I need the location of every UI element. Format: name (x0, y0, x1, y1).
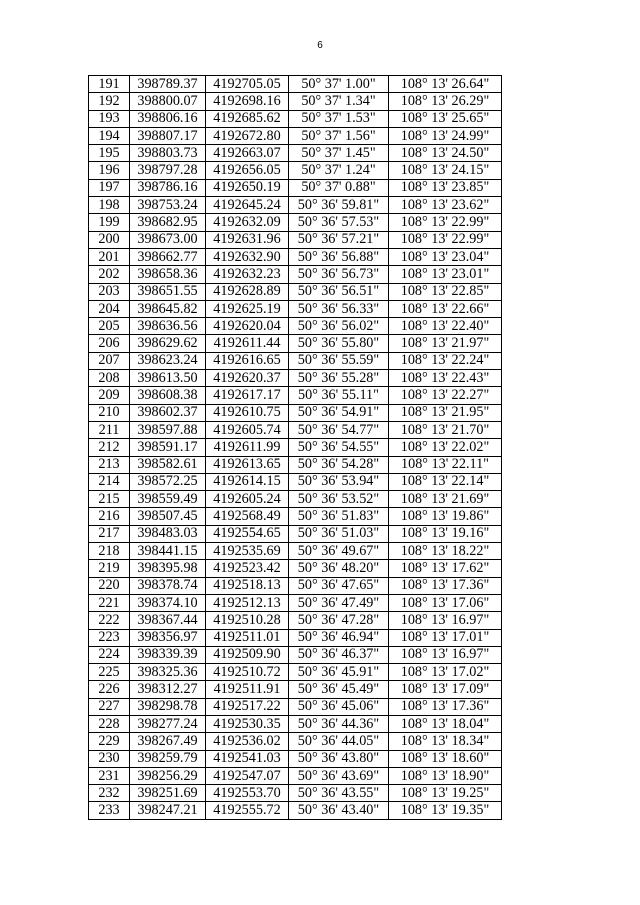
point-number-cell: 232 (89, 785, 130, 802)
point-number-cell: 214 (89, 473, 130, 490)
x-coordinate-cell: 398800.07 (130, 93, 206, 110)
longitude-cell: 108° 13' 22.02" (389, 439, 502, 456)
point-number-cell: 210 (89, 404, 130, 421)
latitude-cell: 50° 37' 1.24" (289, 162, 389, 179)
longitude-cell: 108° 13' 22.40" (389, 318, 502, 335)
latitude-cell: 50° 36' 57.53" (289, 214, 389, 231)
y-coordinate-cell: 4192620.04 (206, 318, 289, 335)
x-coordinate-cell: 398682.95 (130, 214, 206, 231)
longitude-cell: 108° 13' 19.86" (389, 508, 502, 525)
y-coordinate-cell: 4192705.05 (206, 76, 289, 93)
x-coordinate-cell: 398298.78 (130, 698, 206, 715)
table-row (89, 283, 502, 300)
latitude-cell: 50° 36' 55.59" (289, 352, 389, 369)
longitude-cell: 108° 13' 21.70" (389, 421, 502, 438)
longitude-cell: 108° 13' 17.62" (389, 560, 502, 577)
longitude-cell: 108° 13' 23.85" (389, 179, 502, 196)
x-coordinate-cell: 398602.37 (130, 404, 206, 421)
point-number-cell: 200 (89, 231, 130, 248)
latitude-cell: 50° 36' 43.40" (289, 802, 389, 819)
table-row (89, 404, 502, 421)
table-row (89, 266, 502, 283)
table-row (89, 750, 502, 767)
table-row (89, 335, 502, 352)
longitude-cell: 108° 13' 21.97" (389, 335, 502, 352)
latitude-cell: 50° 36' 54.77" (289, 421, 389, 438)
table-row (89, 421, 502, 438)
y-coordinate-cell: 4192685.62 (206, 110, 289, 127)
y-coordinate-cell: 4192672.80 (206, 127, 289, 144)
point-number-cell: 229 (89, 733, 130, 750)
x-coordinate-cell: 398662.77 (130, 248, 206, 265)
latitude-cell: 50° 36' 44.36" (289, 715, 389, 732)
y-coordinate-cell: 4192512.13 (206, 594, 289, 611)
y-coordinate-cell: 4192628.89 (206, 283, 289, 300)
x-coordinate-cell: 398378.74 (130, 577, 206, 594)
longitude-cell: 108° 13' 22.85" (389, 283, 502, 300)
x-coordinate-cell: 398797.28 (130, 162, 206, 179)
longitude-cell: 108° 13' 26.29" (389, 93, 502, 110)
x-coordinate-cell: 398559.49 (130, 491, 206, 508)
latitude-cell: 50° 36' 54.91" (289, 404, 389, 421)
x-coordinate-cell: 398645.82 (130, 300, 206, 317)
point-number-cell: 202 (89, 266, 130, 283)
table-row (89, 543, 502, 560)
point-number-cell: 207 (89, 352, 130, 369)
x-coordinate-cell: 398507.45 (130, 508, 206, 525)
x-coordinate-cell: 398803.73 (130, 145, 206, 162)
x-coordinate-cell: 398356.97 (130, 629, 206, 646)
y-coordinate-cell: 4192617.17 (206, 387, 289, 404)
latitude-cell: 50° 37' 1.45" (289, 145, 389, 162)
y-coordinate-cell: 4192632.90 (206, 248, 289, 265)
y-coordinate-cell: 4192530.35 (206, 715, 289, 732)
latitude-cell: 50° 36' 43.69" (289, 767, 389, 784)
longitude-cell: 108° 13' 23.04" (389, 248, 502, 265)
longitude-cell: 108° 13' 23.01" (389, 266, 502, 283)
y-coordinate-cell: 4192555.72 (206, 802, 289, 819)
x-coordinate-cell: 398572.25 (130, 473, 206, 490)
x-coordinate-cell: 398277.24 (130, 715, 206, 732)
longitude-cell: 108° 13' 17.02" (389, 664, 502, 681)
table-row (89, 560, 502, 577)
point-number-cell: 233 (89, 802, 130, 819)
y-coordinate-cell: 4192614.15 (206, 473, 289, 490)
table-row (89, 681, 502, 698)
point-number-cell: 211 (89, 421, 130, 438)
x-coordinate-cell: 398608.38 (130, 387, 206, 404)
point-number-cell: 220 (89, 577, 130, 594)
point-number-cell: 191 (89, 76, 130, 93)
longitude-cell: 108° 13' 21.69" (389, 491, 502, 508)
point-number-cell: 196 (89, 162, 130, 179)
table-row (89, 110, 502, 127)
x-coordinate-cell: 398623.24 (130, 352, 206, 369)
latitude-cell: 50° 36' 46.94" (289, 629, 389, 646)
table-row (89, 214, 502, 231)
latitude-cell: 50° 36' 44.05" (289, 733, 389, 750)
y-coordinate-cell: 4192517.22 (206, 698, 289, 715)
longitude-cell: 108° 13' 18.22" (389, 543, 502, 560)
x-coordinate-cell: 398651.55 (130, 283, 206, 300)
x-coordinate-cell: 398636.56 (130, 318, 206, 335)
latitude-cell: 50° 36' 47.28" (289, 612, 389, 629)
y-coordinate-cell: 4192536.02 (206, 733, 289, 750)
x-coordinate-cell: 398786.16 (130, 179, 206, 196)
x-coordinate-cell: 398247.21 (130, 802, 206, 819)
latitude-cell: 50° 36' 59.81" (289, 197, 389, 214)
x-coordinate-cell: 398582.61 (130, 456, 206, 473)
longitude-cell: 108° 13' 23.62" (389, 197, 502, 214)
latitude-cell: 50° 36' 55.11" (289, 387, 389, 404)
y-coordinate-cell: 4192523.42 (206, 560, 289, 577)
x-coordinate-cell: 398483.03 (130, 525, 206, 542)
longitude-cell: 108° 13' 22.99" (389, 231, 502, 248)
x-coordinate-cell: 398367.44 (130, 612, 206, 629)
y-coordinate-cell: 4192656.05 (206, 162, 289, 179)
longitude-cell: 108° 13' 22.27" (389, 387, 502, 404)
latitude-cell: 50° 36' 53.52" (289, 491, 389, 508)
latitude-cell: 50° 37' 1.56" (289, 127, 389, 144)
y-coordinate-cell: 4192605.24 (206, 491, 289, 508)
longitude-cell: 108° 13' 26.64" (389, 76, 502, 93)
point-number-cell: 219 (89, 560, 130, 577)
y-coordinate-cell: 4192568.49 (206, 508, 289, 525)
point-number-cell: 209 (89, 387, 130, 404)
x-coordinate-cell: 398789.37 (130, 76, 206, 93)
longitude-cell: 108° 13' 24.99" (389, 127, 502, 144)
x-coordinate-cell: 398395.98 (130, 560, 206, 577)
latitude-cell: 50° 36' 54.28" (289, 456, 389, 473)
y-coordinate-cell: 4192645.24 (206, 197, 289, 214)
latitude-cell: 50° 36' 46.37" (289, 646, 389, 663)
longitude-cell: 108° 13' 18.90" (389, 767, 502, 784)
table-row (89, 387, 502, 404)
longitude-cell: 108° 13' 22.66" (389, 300, 502, 317)
point-number-cell: 224 (89, 646, 130, 663)
y-coordinate-cell: 4192554.65 (206, 525, 289, 542)
longitude-cell: 108° 13' 16.97" (389, 612, 502, 629)
table-row (89, 733, 502, 750)
longitude-cell: 108° 13' 19.35" (389, 802, 502, 819)
y-coordinate-cell: 4192511.01 (206, 629, 289, 646)
point-number-cell: 197 (89, 179, 130, 196)
latitude-cell: 50° 36' 56.33" (289, 300, 389, 317)
longitude-cell: 108° 13' 16.97" (389, 646, 502, 663)
table-row (89, 318, 502, 335)
longitude-cell: 108° 13' 18.60" (389, 750, 502, 767)
point-number-cell: 230 (89, 750, 130, 767)
point-number-cell: 204 (89, 300, 130, 317)
table-row (89, 525, 502, 542)
table-row (89, 508, 502, 525)
table-row (89, 594, 502, 611)
table-row (89, 352, 502, 369)
y-coordinate-cell: 4192541.03 (206, 750, 289, 767)
point-number-cell: 213 (89, 456, 130, 473)
latitude-cell: 50° 37' 1.00" (289, 76, 389, 93)
table-row (89, 785, 502, 802)
y-coordinate-cell: 4192510.72 (206, 664, 289, 681)
x-coordinate-cell: 398753.24 (130, 197, 206, 214)
point-number-cell: 225 (89, 664, 130, 681)
table-row (89, 93, 502, 110)
point-number-cell: 216 (89, 508, 130, 525)
point-number-cell: 193 (89, 110, 130, 127)
x-coordinate-cell: 398658.36 (130, 266, 206, 283)
point-number-cell: 199 (89, 214, 130, 231)
latitude-cell: 50° 36' 57.21" (289, 231, 389, 248)
y-coordinate-cell: 4192698.16 (206, 93, 289, 110)
x-coordinate-cell: 398441.15 (130, 543, 206, 560)
y-coordinate-cell: 4192610.75 (206, 404, 289, 421)
table-row (89, 698, 502, 715)
table-row (89, 715, 502, 732)
y-coordinate-cell: 4192547.07 (206, 767, 289, 784)
x-coordinate-cell: 398807.17 (130, 127, 206, 144)
table-row (89, 179, 502, 196)
table-row (89, 231, 502, 248)
latitude-cell: 50° 36' 56.88" (289, 248, 389, 265)
x-coordinate-cell: 398339.39 (130, 646, 206, 663)
x-coordinate-cell: 398259.79 (130, 750, 206, 767)
table-row (89, 76, 502, 93)
latitude-cell: 50° 37' 1.34" (289, 93, 389, 110)
longitude-cell: 108° 13' 19.25" (389, 785, 502, 802)
point-number-cell: 208 (89, 370, 130, 387)
table-row (89, 127, 502, 144)
page-number: 6 (317, 40, 323, 51)
y-coordinate-cell: 4192611.99 (206, 439, 289, 456)
x-coordinate-cell: 398629.62 (130, 335, 206, 352)
y-coordinate-cell: 4192535.69 (206, 543, 289, 560)
x-coordinate-cell: 398597.88 (130, 421, 206, 438)
y-coordinate-cell: 4192605.74 (206, 421, 289, 438)
point-number-cell: 192 (89, 93, 130, 110)
table-row (89, 767, 502, 784)
table-row (89, 629, 502, 646)
table-row (89, 612, 502, 629)
longitude-cell: 108° 13' 25.65" (389, 110, 502, 127)
latitude-cell: 50° 36' 45.49" (289, 681, 389, 698)
longitude-cell: 108° 13' 19.16" (389, 525, 502, 542)
latitude-cell: 50° 36' 56.51" (289, 283, 389, 300)
latitude-cell: 50° 36' 53.94" (289, 473, 389, 490)
longitude-cell: 108° 13' 24.15" (389, 162, 502, 179)
point-number-cell: 203 (89, 283, 130, 300)
latitude-cell: 50° 36' 54.55" (289, 439, 389, 456)
longitude-cell: 108° 13' 22.24" (389, 352, 502, 369)
table-row (89, 646, 502, 663)
latitude-cell: 50° 37' 0.88" (289, 179, 389, 196)
latitude-cell: 50° 36' 55.80" (289, 335, 389, 352)
y-coordinate-cell: 4192620.37 (206, 370, 289, 387)
y-coordinate-cell: 4192632.23 (206, 266, 289, 283)
point-number-cell: 206 (89, 335, 130, 352)
table-row (89, 664, 502, 681)
point-number-cell: 217 (89, 525, 130, 542)
latitude-cell: 50° 36' 47.65" (289, 577, 389, 594)
latitude-cell: 50° 36' 49.67" (289, 543, 389, 560)
y-coordinate-cell: 4192631.96 (206, 231, 289, 248)
y-coordinate-cell: 4192632.09 (206, 214, 289, 231)
longitude-cell: 108° 13' 17.01" (389, 629, 502, 646)
table-row (89, 248, 502, 265)
latitude-cell: 50° 36' 43.55" (289, 785, 389, 802)
table-row (89, 439, 502, 456)
longitude-cell: 108° 13' 17.09" (389, 681, 502, 698)
point-number-cell: 201 (89, 248, 130, 265)
longitude-cell: 108° 13' 17.06" (389, 594, 502, 611)
table-row (89, 300, 502, 317)
point-number-cell: 205 (89, 318, 130, 335)
longitude-cell: 108° 13' 24.50" (389, 145, 502, 162)
y-coordinate-cell: 4192611.44 (206, 335, 289, 352)
y-coordinate-cell: 4192511.91 (206, 681, 289, 698)
y-coordinate-cell: 4192616.65 (206, 352, 289, 369)
x-coordinate-cell: 398256.29 (130, 767, 206, 784)
latitude-cell: 50° 36' 51.83" (289, 508, 389, 525)
point-number-cell: 198 (89, 197, 130, 214)
y-coordinate-cell: 4192613.65 (206, 456, 289, 473)
latitude-cell: 50° 36' 45.91" (289, 664, 389, 681)
longitude-cell: 108° 13' 17.36" (389, 577, 502, 594)
latitude-cell: 50° 36' 45.06" (289, 698, 389, 715)
y-coordinate-cell: 4192663.07 (206, 145, 289, 162)
latitude-cell: 50° 36' 56.02" (289, 318, 389, 335)
table-row (89, 577, 502, 594)
latitude-cell: 50° 36' 48.20" (289, 560, 389, 577)
longitude-cell: 108° 13' 22.43" (389, 370, 502, 387)
y-coordinate-cell: 4192650.19 (206, 179, 289, 196)
table-row (89, 456, 502, 473)
point-number-cell: 222 (89, 612, 130, 629)
point-number-cell: 194 (89, 127, 130, 144)
coordinates-table-body (89, 76, 502, 820)
latitude-cell: 50° 37' 1.53" (289, 110, 389, 127)
table-row (89, 370, 502, 387)
y-coordinate-cell: 4192510.28 (206, 612, 289, 629)
point-number-cell: 212 (89, 439, 130, 456)
point-number-cell: 226 (89, 681, 130, 698)
longitude-cell: 108° 13' 22.99" (389, 214, 502, 231)
table-row (89, 802, 502, 819)
latitude-cell: 50° 36' 43.80" (289, 750, 389, 767)
latitude-cell: 50° 36' 56.73" (289, 266, 389, 283)
longitude-cell: 108° 13' 21.95" (389, 404, 502, 421)
x-coordinate-cell: 398374.10 (130, 594, 206, 611)
x-coordinate-cell: 398613.50 (130, 370, 206, 387)
point-number-cell: 231 (89, 767, 130, 784)
x-coordinate-cell: 398251.69 (130, 785, 206, 802)
table-row (89, 197, 502, 214)
latitude-cell: 50° 36' 47.49" (289, 594, 389, 611)
x-coordinate-cell: 398591.17 (130, 439, 206, 456)
x-coordinate-cell: 398806.16 (130, 110, 206, 127)
point-number-cell: 195 (89, 145, 130, 162)
point-number-cell: 215 (89, 491, 130, 508)
y-coordinate-cell: 4192625.19 (206, 300, 289, 317)
x-coordinate-cell: 398267.49 (130, 733, 206, 750)
y-coordinate-cell: 4192553.70 (206, 785, 289, 802)
point-number-cell: 218 (89, 543, 130, 560)
table-row (89, 491, 502, 508)
longitude-cell: 108° 13' 18.04" (389, 715, 502, 732)
table-row (89, 473, 502, 490)
x-coordinate-cell: 398673.00 (130, 231, 206, 248)
point-number-cell: 228 (89, 715, 130, 732)
latitude-cell: 50° 36' 51.03" (289, 525, 389, 542)
point-number-cell: 221 (89, 594, 130, 611)
point-number-cell: 227 (89, 698, 130, 715)
table-row (89, 145, 502, 162)
longitude-cell: 108° 13' 22.14" (389, 473, 502, 490)
table-row (89, 162, 502, 179)
coordinates-table (88, 75, 502, 820)
y-coordinate-cell: 4192509.90 (206, 646, 289, 663)
longitude-cell: 108° 13' 18.34" (389, 733, 502, 750)
longitude-cell: 108° 13' 22.11" (389, 456, 502, 473)
y-coordinate-cell: 4192518.13 (206, 577, 289, 594)
longitude-cell: 108° 13' 17.36" (389, 698, 502, 715)
x-coordinate-cell: 398325.36 (130, 664, 206, 681)
latitude-cell: 50° 36' 55.28" (289, 370, 389, 387)
point-number-cell: 223 (89, 629, 130, 646)
x-coordinate-cell: 398312.27 (130, 681, 206, 698)
